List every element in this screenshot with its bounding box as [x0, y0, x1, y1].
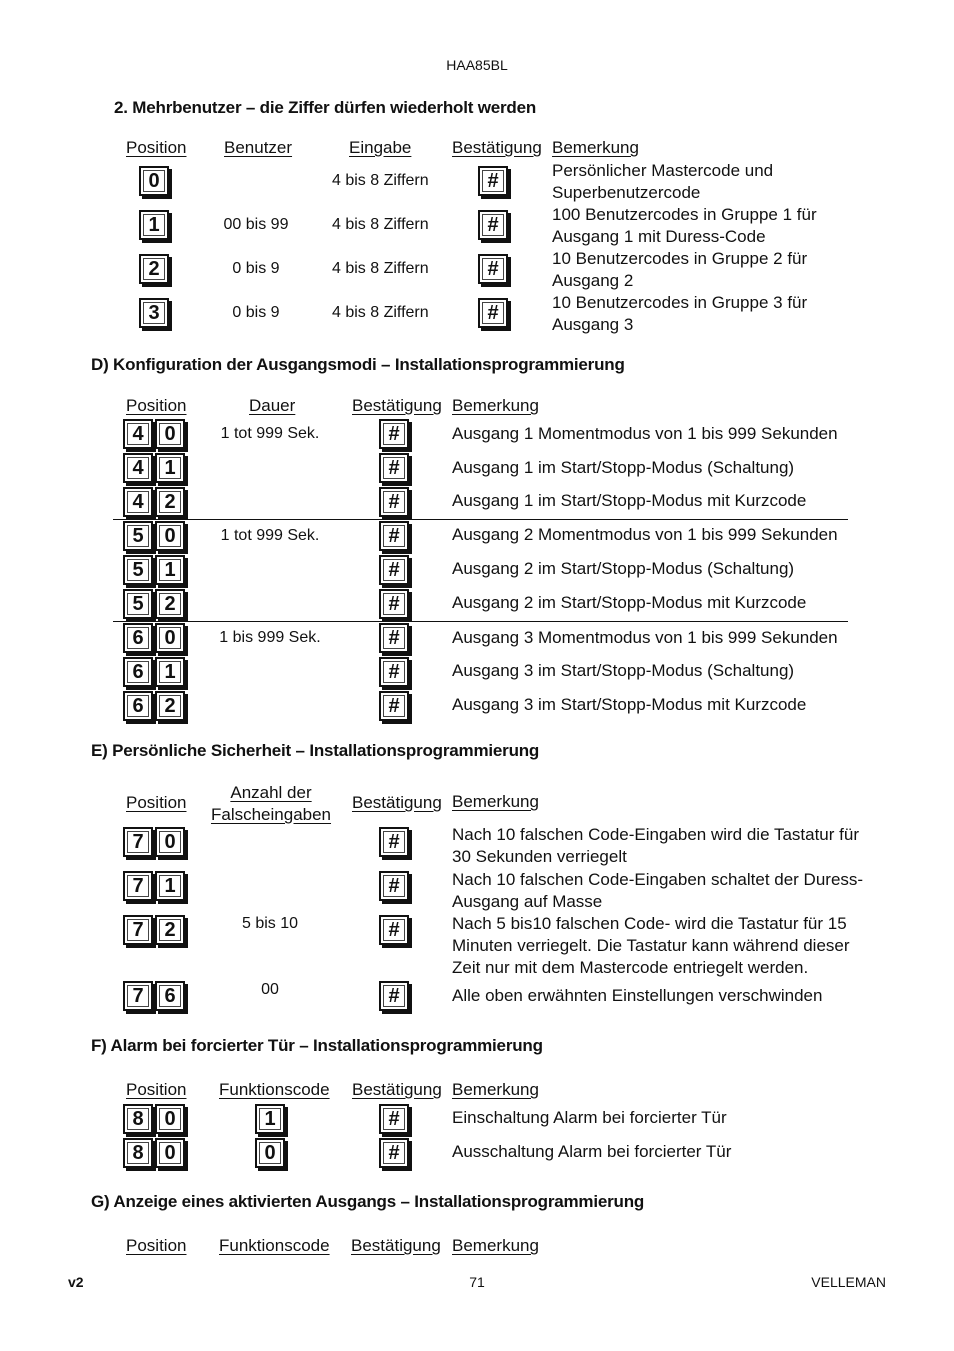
key-button: 8 — [123, 1104, 153, 1134]
hash-key: # — [379, 589, 409, 619]
key-button: 7 — [123, 871, 153, 901]
hash-key: # — [379, 453, 409, 483]
key-button: 0 — [155, 1104, 185, 1134]
key-button: 0 — [155, 521, 185, 551]
hash-key: # — [379, 1138, 409, 1168]
key-button: 1 — [155, 453, 185, 483]
key-button: 6 — [123, 691, 153, 721]
s2-col-eingabe: Eingabe — [349, 138, 412, 157]
divider — [113, 621, 848, 622]
se-col-position: Position — [126, 793, 187, 812]
key-button: 7 — [123, 981, 153, 1011]
key-button: 2 — [155, 915, 185, 945]
se-col-bestaetigung: Bestätigung — [352, 793, 442, 812]
hash-key: # — [379, 827, 409, 857]
key-button: 1 — [255, 1104, 285, 1134]
sg-col-funktionscode: Funktionscode — [219, 1236, 330, 1255]
sd-col-dauer: Dauer — [249, 396, 296, 415]
sg-col-bemerkung: Bemerkung — [452, 1236, 539, 1255]
s2-input-value: 4 bis 8 Ziffern — [332, 260, 429, 277]
sd-duration: 1 bis 999 Sek. — [219, 629, 321, 646]
key-button: 0 — [155, 827, 185, 857]
key-button: 7 — [123, 827, 153, 857]
hash-key: # — [379, 691, 409, 721]
hash-key: # — [379, 419, 409, 449]
sf-note: Ausschaltung Alarm bei forcierter Tür — [452, 1142, 732, 1161]
s2-user-value: 0 bis 9 — [232, 260, 280, 277]
divider — [113, 519, 848, 520]
sd-note: Ausgang 2 im Start/Stopp-Modus (Schaltung) — [452, 559, 795, 578]
key-button: 0 — [139, 166, 169, 196]
footer-version: v2 — [68, 1274, 84, 1290]
sf-col-bemerkung: Bemerkung — [452, 1080, 539, 1099]
sf-col-funktionscode: Funktionscode — [219, 1080, 330, 1099]
key-button: 1 — [155, 871, 185, 901]
key-button: 5 — [123, 555, 153, 585]
key-button: 0 — [155, 1138, 185, 1168]
key-button: 4 — [123, 487, 153, 517]
se-note: Nach 10 falschen Code-Eingaben wird die Tastatur für 30 Sekunden verriegelt — [452, 825, 859, 866]
hash-key: # — [379, 521, 409, 551]
hash-key: # — [478, 254, 508, 284]
se-note: Alle oben erwähnten Einstellungen verschwinden — [452, 986, 823, 1005]
key-button: 6 — [155, 981, 185, 1011]
s2-user-value: 00 bis 99 — [223, 216, 289, 233]
sd-note: Ausgang 3 Momentmodus von 1 bis 999 Sekunden — [452, 628, 838, 647]
se-col-anzahl: Anzahl der Falscheingaben — [210, 783, 332, 824]
key-button: 3 — [139, 298, 169, 328]
s2-col-position: Position — [126, 138, 187, 157]
footer-brand: VELLEMAN — [811, 1274, 886, 1290]
sd-note: Ausgang 1 Momentmodus von 1 bis 999 Sekunden — [452, 424, 838, 443]
hash-key: # — [379, 623, 409, 653]
key-button: 4 — [123, 419, 153, 449]
key-button: 5 — [123, 521, 153, 551]
footer-page-number: 71 — [469, 1274, 485, 1290]
sd-note: Ausgang 2 im Start/Stopp-Modus mit Kurzcode — [452, 593, 807, 612]
key-button: 8 — [123, 1138, 153, 1168]
hash-key: # — [379, 871, 409, 901]
se-note: Nach 10 falschen Code-Eingaben schaltet der Duress- Ausgang auf Masse — [452, 870, 864, 911]
section-2-title: 2. Mehrbenutzer – die Ziffer dürfen wiederholt werden — [114, 98, 537, 117]
key-button: 0 — [155, 419, 185, 449]
s2-col-bemerkung: Bemerkung — [552, 138, 639, 157]
se-count: 5 bis 10 — [241, 915, 299, 932]
hash-key: # — [379, 487, 409, 517]
section-f-title: F) Alarm bei forcierter Tür – Installationsprogrammierung — [91, 1036, 543, 1055]
hash-key: # — [379, 981, 409, 1011]
key-button: 6 — [123, 623, 153, 653]
s2-note: 100 Benutzercodes in Gruppe 1 für Ausgang 1 mit Duress-Code — [552, 205, 817, 246]
se-note: Nach 5 bis10 falschen Code- wird die Tastatur für 15 Minuten verriegelt. Die Tastatur kann während dieser Zeit nur mit dem Mastercode entriegelt werden. — [452, 914, 850, 977]
key-button: 2 — [155, 589, 185, 619]
sd-note: Ausgang 2 Momentmodus von 1 bis 999 Sekunden — [452, 525, 838, 544]
sg-col-bestaetigung: Bestätigung — [351, 1236, 441, 1255]
s2-input-value: 4 bis 8 Ziffern — [332, 216, 429, 233]
hash-key: # — [379, 555, 409, 585]
hash-key: # — [478, 166, 508, 196]
key-button: 1 — [155, 555, 185, 585]
s2-input-value: 4 bis 8 Ziffern — [332, 172, 429, 189]
sd-col-bemerkung: Bemerkung — [452, 396, 539, 415]
key-button: 2 — [139, 254, 169, 284]
key-button: 5 — [123, 589, 153, 619]
sd-note: Ausgang 1 im Start/Stopp-Modus (Schaltung) — [452, 458, 795, 477]
key-button: 1 — [155, 657, 185, 687]
sd-note: Ausgang 3 im Start/Stopp-Modus mit Kurzcode — [452, 695, 807, 714]
s2-input-value: 4 bis 8 Ziffern — [332, 304, 429, 321]
sf-col-position: Position — [126, 1080, 187, 1099]
hash-key: # — [478, 210, 508, 240]
key-button: 0 — [155, 623, 185, 653]
hash-key: # — [379, 915, 409, 945]
sd-duration: 1 tot 999 Sek. — [220, 527, 320, 544]
section-e-title: E) Persönliche Sicherheit – Installationsprogrammierung — [91, 741, 540, 760]
s2-col-bestaetigung: Bestätigung — [452, 138, 542, 157]
hash-key: # — [478, 298, 508, 328]
sd-note: Ausgang 1 im Start/Stopp-Modus mit Kurzcode — [452, 491, 807, 510]
s2-note: Persönlicher Mastercode und Superbenutzercode — [552, 161, 774, 202]
se-col-bemerkung: Bemerkung — [452, 792, 539, 811]
section-g-title: G) Anzeige eines aktivierten Ausgangs – Installationsprogrammierung — [91, 1192, 645, 1211]
sf-col-bestaetigung: Bestätigung — [352, 1080, 442, 1099]
key-button: 0 — [255, 1138, 285, 1168]
hash-key: # — [379, 1104, 409, 1134]
key-button: 6 — [123, 657, 153, 687]
s2-user-value: 0 bis 9 — [232, 304, 280, 321]
hash-key: # — [379, 657, 409, 687]
sg-col-position: Position — [126, 1236, 187, 1255]
section-d-title: D) Konfiguration der Ausgangsmodi – Installationsprogrammierung — [91, 355, 625, 374]
document-model-header: HAA85BL — [446, 57, 508, 73]
sf-note: Einschaltung Alarm bei forcierter Tür — [452, 1108, 727, 1127]
sd-note: Ausgang 3 im Start/Stopp-Modus (Schaltung) — [452, 661, 795, 680]
s2-note: 10 Benutzercodes in Gruppe 3 für Ausgang 3 — [552, 293, 808, 334]
key-button: 1 — [139, 210, 169, 240]
sd-col-bestaetigung: Bestätigung — [352, 396, 442, 415]
s2-col-benutzer: Benutzer — [224, 138, 293, 157]
key-button: 7 — [123, 915, 153, 945]
key-button: 2 — [155, 487, 185, 517]
s2-note: 10 Benutzercodes in Gruppe 2 für Ausgang 2 — [552, 249, 808, 290]
se-count: 00 — [261, 981, 279, 998]
sd-duration: 1 tot 999 Sek. — [220, 425, 320, 442]
key-button: 2 — [155, 691, 185, 721]
key-button: 4 — [123, 453, 153, 483]
sd-col-position: Position — [126, 396, 187, 415]
